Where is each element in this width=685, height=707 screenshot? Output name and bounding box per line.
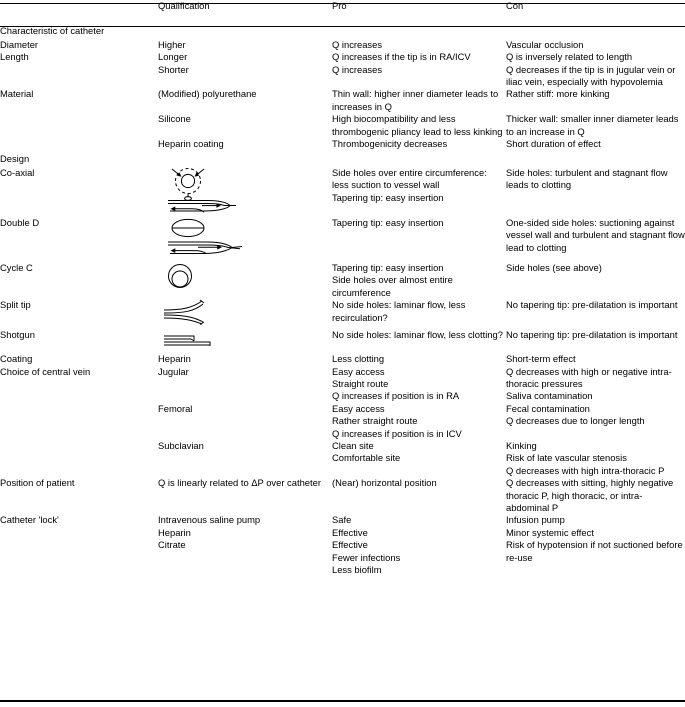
table-row bbox=[0, 88, 685, 113]
diagram-wrapper bbox=[158, 329, 248, 353]
con-cell: Minor systemic effect bbox=[506, 526, 594, 538]
row-label-characteristic-of-catheter: Characteristic of catheter bbox=[0, 25, 105, 37]
table-row bbox=[0, 39, 685, 51]
row-label-shotgun: Shotgun bbox=[0, 329, 35, 341]
con-cell: One-sided side holes: suctioning against vessel wall and turbulent and stagnant flow lead to clotting bbox=[506, 216, 685, 253]
table-row bbox=[0, 150, 685, 166]
diagram-wrapper bbox=[158, 262, 248, 292]
qualification-cell: Citrate bbox=[158, 539, 186, 551]
qualification-cell: Femoral bbox=[158, 402, 193, 414]
cell-line: Straight route bbox=[332, 377, 389, 389]
table-row bbox=[0, 353, 685, 365]
cell-line: Side holes over entire circumference: less suction to vessel wall bbox=[332, 166, 487, 191]
con-cell: Q decreases with sitting, highly negative thoracic P, high thoracic, or intra-abdominal P bbox=[506, 477, 674, 513]
pro-cell: Q increases bbox=[332, 38, 383, 50]
row-label-material-polyurethane: Material bbox=[0, 88, 34, 100]
table-row bbox=[0, 138, 685, 150]
pro-cell bbox=[332, 539, 506, 576]
con-cell: Short-term effect bbox=[506, 353, 576, 365]
pro-cell: (Near) horizontal position bbox=[332, 477, 437, 489]
con-cell: Side holes (see above) bbox=[506, 261, 602, 273]
header-label bbox=[0, 0, 158, 12]
table-row bbox=[0, 22, 685, 38]
co-axial-catheter-diagram bbox=[158, 167, 332, 217]
pro-cell: Safe bbox=[332, 514, 352, 526]
cycle-c-catheter-diagram bbox=[158, 262, 332, 299]
table-row bbox=[0, 539, 685, 576]
table-bottom-rule bbox=[0, 700, 685, 702]
con-cell: Rather stiff: more kinking bbox=[506, 88, 610, 100]
pro-cell: Tapering tip: easy insertion bbox=[332, 216, 444, 228]
pro-cell: High biocompatibility and less thrombogenic pliancy lead to less kinking bbox=[332, 113, 503, 137]
qualification-cell: Q is linearly related to ΔP over catheter bbox=[158, 477, 321, 489]
row-label-choice-of-central-vein-femoral bbox=[0, 403, 158, 440]
cell-line: Q decreases with high intra-thoracic P bbox=[506, 464, 665, 476]
qualification-cell bbox=[158, 150, 332, 166]
table-row bbox=[0, 217, 685, 262]
con-cell: Side holes: turbulent and stagnant flow leads to clotting bbox=[506, 166, 668, 191]
diagram-wrapper bbox=[158, 167, 248, 217]
cell-line: Fewer infections bbox=[332, 551, 401, 563]
cell-line: Q increases if position is in RA bbox=[332, 390, 460, 402]
cell-line: Saliva contamination bbox=[506, 390, 593, 402]
table-row bbox=[0, 167, 685, 217]
con-cell: Q decreases if the tip is in jugular vein or iliac vein, especially with hypovolemia bbox=[506, 63, 676, 88]
con-cell bbox=[506, 150, 685, 166]
cell-line: Comfortable site bbox=[332, 452, 401, 464]
gap-cell bbox=[332, 12, 506, 22]
cell-line: Clean site bbox=[332, 439, 374, 451]
table-body bbox=[0, 12, 685, 576]
pro-cell: Q increases bbox=[332, 63, 383, 75]
table-row bbox=[0, 262, 685, 299]
con-cell: Risk of hypotension if not suctioned before re-use bbox=[506, 539, 683, 563]
row-label-position-of-patient: Position of patient bbox=[0, 477, 75, 489]
pro-cell bbox=[332, 366, 506, 403]
row-label-cycle-c: Cycle C bbox=[0, 261, 33, 273]
qualification-cell bbox=[158, 22, 332, 38]
diagram-wrapper bbox=[158, 299, 248, 329]
diagram-wrapper bbox=[158, 217, 248, 262]
row-label-diameter: Diameter bbox=[0, 38, 39, 50]
gap-cell bbox=[506, 12, 685, 22]
header-qualification: Qualification bbox=[158, 0, 210, 11]
cell-line: Q decreases with high or negative intra-thoracic pressures bbox=[506, 365, 672, 389]
pro-cell: Effective bbox=[332, 526, 368, 538]
con-cell bbox=[506, 440, 685, 477]
row-label-coating: Coating bbox=[0, 353, 33, 365]
qualification-cell: Subclavian bbox=[158, 439, 204, 451]
qualification-cell: (Modified) polyurethane bbox=[158, 88, 257, 100]
pro-cell bbox=[332, 262, 506, 299]
con-cell bbox=[506, 22, 685, 38]
table-row bbox=[0, 514, 685, 526]
con-cell: No tapering tip: pre-dilatation is important bbox=[506, 329, 678, 341]
qualification-cell: Jugular bbox=[158, 365, 189, 377]
pro-cell: No side holes: laminar flow, less clotting? bbox=[332, 329, 503, 341]
qualification-cell: Heparin bbox=[158, 526, 191, 538]
pro-cell: No side holes: laminar flow, less recirculation? bbox=[332, 299, 466, 323]
cell-line: Easy access bbox=[332, 365, 385, 377]
table-row bbox=[0, 113, 685, 138]
header-pro: Pro bbox=[332, 0, 347, 11]
cell-line: Easy access bbox=[332, 402, 385, 414]
row-label-material-heparin-coating bbox=[0, 138, 158, 150]
row-label-double-d: Double D bbox=[0, 216, 40, 228]
qualification-cell: Silicone bbox=[158, 113, 191, 125]
table-row bbox=[0, 477, 685, 514]
cell-line: Effective bbox=[332, 539, 368, 551]
table-row bbox=[0, 366, 685, 403]
row-label-split-tip: Split tip bbox=[0, 299, 31, 311]
pro-cell: Q increases if the tip is in RA/ICV bbox=[332, 51, 471, 63]
row-label-catheter-lock-citrate bbox=[0, 539, 158, 576]
pro-cell bbox=[332, 440, 506, 477]
cell-line: Less biofilm bbox=[332, 564, 382, 575]
cell-line: Tapering tip: easy insertion bbox=[332, 191, 444, 203]
pro-cell: Thin wall: higher inner diameter leads to increases in Q bbox=[332, 88, 499, 112]
qualification-cell: Higher bbox=[158, 38, 186, 50]
qualification-cell: Shorter bbox=[158, 63, 189, 75]
pro-cell: Less clotting bbox=[332, 353, 385, 365]
cell-line: Q decreases due to longer length bbox=[506, 415, 645, 427]
pro-cell bbox=[332, 403, 506, 440]
double-d-catheter-diagram bbox=[158, 217, 332, 262]
con-cell: Infusion pump bbox=[506, 514, 565, 526]
table-row bbox=[0, 527, 685, 539]
cell-line: Q increases if position is in ICV bbox=[332, 427, 462, 439]
shotgun-catheter-diagram bbox=[158, 329, 332, 353]
row-label-catheter-lock-heparin bbox=[0, 527, 158, 539]
con-cell: No tapering tip: pre-dilatation is important bbox=[506, 299, 678, 311]
cell-line: Tapering tip: easy insertion bbox=[332, 261, 444, 273]
con-cell: Vascular occlusion bbox=[506, 38, 584, 50]
con-cell bbox=[506, 403, 685, 440]
row-label-material-silicone bbox=[0, 113, 158, 138]
cell-line: Risk of late vascular stenosis bbox=[506, 452, 627, 464]
qualification-cell: Intravenous saline pump bbox=[158, 514, 261, 526]
cell-line: Side holes over almost entire circumference bbox=[332, 274, 453, 298]
row-label-catheter-lock-saline: Catheter 'lock' bbox=[0, 514, 59, 526]
gap-cell bbox=[158, 12, 332, 22]
header-con: Con bbox=[506, 0, 524, 11]
pro-cell bbox=[332, 22, 506, 38]
row-label-design: Design bbox=[0, 153, 30, 165]
table-row bbox=[0, 403, 685, 440]
qualification-cell: Heparin coating bbox=[158, 138, 224, 150]
pro-cell bbox=[332, 150, 506, 166]
table-row bbox=[0, 440, 685, 477]
table-header-row bbox=[0, 0, 685, 12]
cell-line: Kinking bbox=[506, 439, 537, 451]
cell-line: Rather straight route bbox=[332, 415, 418, 427]
gap-cell bbox=[0, 12, 158, 22]
row-label-length-shorter bbox=[0, 64, 158, 89]
qualification-cell: Longer bbox=[158, 51, 188, 63]
row-label-length-longer: Length bbox=[0, 51, 29, 63]
table-row bbox=[0, 299, 685, 329]
split-tip-catheter-diagram bbox=[158, 299, 332, 329]
row-label-choice-of-central-vein-subclavian bbox=[0, 440, 158, 477]
con-cell: Q is inversely related to length bbox=[506, 51, 633, 63]
qualification-cell: Heparin bbox=[158, 353, 191, 365]
header-gap-row bbox=[0, 12, 685, 22]
pro-cell bbox=[332, 167, 506, 217]
row-label-co-axial: Co-axial bbox=[0, 166, 35, 178]
table-row bbox=[0, 329, 685, 353]
cell-line: Fecal contamination bbox=[506, 402, 590, 414]
table-row bbox=[0, 51, 685, 63]
con-cell bbox=[506, 366, 685, 403]
row-label-choice-of-central-vein-jugular: Choice of central vein bbox=[0, 365, 91, 377]
pro-cell: Thrombogenicity decreases bbox=[332, 138, 448, 150]
con-cell: Thicker wall: smaller inner diameter leads to an increase in Q bbox=[506, 113, 679, 137]
table-row bbox=[0, 64, 685, 89]
con-cell: Short duration of effect bbox=[506, 138, 601, 150]
